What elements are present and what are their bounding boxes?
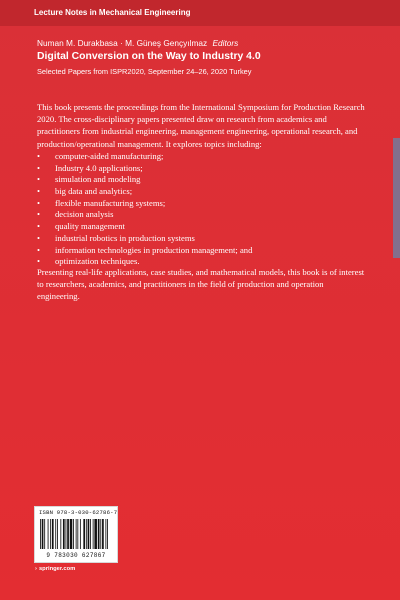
publisher-url [35, 566, 75, 572]
bullet-icon: • [37, 197, 41, 208]
topic-label: optimization techniques. [55, 256, 140, 267]
book-title: Digital Conversion on the Way to Industry 4.0 [37, 51, 261, 62]
bullet-icon: • [37, 221, 41, 232]
bullet-icon: • [37, 244, 41, 255]
barcode-bar [107, 519, 108, 549]
cover-edge-strip [393, 138, 400, 258]
topic-item [37, 198, 367, 210]
barcode-bar [73, 519, 74, 549]
bullet-icon: • [37, 209, 41, 220]
topic-label: quality management [55, 221, 125, 232]
barcode-icon [39, 519, 113, 553]
topic-label: industrial robotics in production systems [55, 232, 195, 243]
barcode-bar [93, 519, 94, 549]
barcode-bar [90, 519, 91, 549]
bullet-icon: • [37, 186, 41, 197]
topic-item [37, 174, 367, 186]
barcode-bar [66, 519, 67, 549]
isbn-barcode-box [34, 506, 118, 563]
topic-label: Industry 4.0 applications; [55, 162, 143, 173]
barcode-bar [76, 519, 77, 549]
series-title: Lecture Notes in Mechanical Engineering [34, 8, 191, 17]
bullet-icon: • [37, 256, 41, 267]
topic-item [37, 209, 367, 221]
barcode-bar [44, 519, 45, 549]
book-subtitle: Selected Papers from ISPR2020, September 24–26, 2020 Turkey [37, 67, 252, 76]
topic-item [37, 151, 367, 163]
bullet-icon: • [37, 151, 41, 161]
topic-item [37, 245, 367, 257]
editors-line [37, 38, 238, 48]
barcode-bar [57, 519, 58, 549]
barcode-bar [70, 519, 73, 549]
publisher-url-text: springer.com [38, 566, 76, 572]
barcode-number: 9 783030 627867 [46, 552, 106, 559]
barcode-bar [48, 519, 49, 549]
topic-label: decision analysis [55, 209, 114, 220]
isbn-text: ISBN 978-3-030-62786-7 [39, 509, 118, 516]
topic-label: flexible manufacturing systems; [55, 197, 166, 208]
barcode-bar [63, 519, 65, 549]
barcode-bar [52, 519, 54, 549]
barcode-bar [94, 519, 97, 549]
topic-label: computer-aided manufacturing; [55, 151, 164, 161]
barcode-bar [67, 519, 69, 549]
closing-paragraph: Presenting real-life applications, case studies, and mathematical models, this book is of interest to researchers, academics, and practitioners in the field of production and operation engineering. [37, 267, 365, 302]
barcode-bar [55, 519, 56, 549]
barcode-bar [100, 519, 101, 549]
topic-label: information technologies in production management; and [55, 244, 253, 255]
barcode-bar [60, 519, 61, 549]
barcode-bar [83, 519, 85, 549]
barcode-bar [80, 519, 81, 549]
editor-names: Numan M. Durakbasa · M. Güneş Gençyılmaz [37, 38, 208, 48]
barcode-bar [105, 519, 106, 549]
bullet-icon: • [37, 232, 41, 243]
topic-item [37, 163, 367, 175]
topic-label: simulation and modeling [55, 174, 141, 185]
book-description: This book presents the proceedings from the International Symposium for Production Research 2020. The cross-disciplinary papers presented draw on research from academics and practitioners from industrial engineering, management engineering, operational research, and production/operational management. It explores topics including: [37, 102, 365, 149]
barcode-bar [98, 519, 100, 549]
editors-role: Editors [212, 38, 239, 48]
topic-list [37, 151, 367, 268]
barcode-bar [86, 519, 87, 549]
barcode-bar [40, 519, 41, 549]
topic-item [37, 233, 367, 245]
barcode-bar [50, 519, 51, 549]
bullet-icon: • [37, 162, 41, 173]
topic-item [37, 186, 367, 198]
topic-item [37, 221, 367, 233]
barcode-bar [88, 519, 90, 549]
barcode-bar [77, 519, 78, 549]
barcode-bar [102, 519, 104, 549]
bullet-icon: • [37, 174, 41, 185]
barcode-bar [42, 519, 44, 549]
arrow-icon: › [35, 566, 37, 572]
topic-label: big data and analytics; [55, 186, 133, 197]
